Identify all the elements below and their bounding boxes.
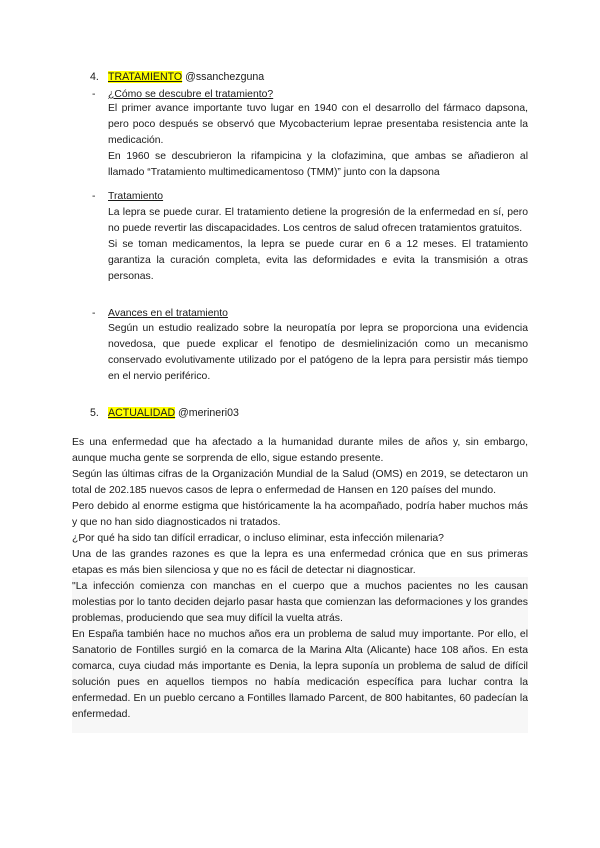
- paragraph: En 1960 se descubrieron la rifampicina y la clofazimina, que ambas se añadieron al llamado “Tratamiento multimedicamentoso (TMM)” junto con la dapsona: [108, 151, 528, 178]
- paragraph: Una de las grandes razones es que la lepra es una enfermedad crónica que en sus primeras etapas es más bien silenciosa y que no es fácil de detectar ni diagnosticar.: [72, 549, 528, 576]
- section-4-title: TRATAMIENTO: [108, 71, 183, 83]
- paragraph: La lepra se puede curar. El tratamiento detiene la progresión de la enfermedad en sí, pero no puede revertir las discapacidades. Los centros de salud ofrecen tratamientos gratuitos.: [108, 207, 528, 234]
- section-5-title: ACTUALIDAD: [108, 407, 176, 419]
- paragraph-block-avances: [108, 321, 528, 385]
- section-4-author: @ssanchezguna: [182, 71, 265, 83]
- section-4-number: 4.: [90, 71, 99, 83]
- paragraph: Pero debido al enorme estigma que históricamente la ha acompañado, podría haber muchos más y que no han sido diagnosticados ni tratados.: [72, 501, 528, 528]
- subheading-descubrimiento: ¿Cómo se descubre el tratamiento?: [108, 89, 274, 100]
- section-5-author: @merineri03: [175, 407, 239, 419]
- paragraph-block-descubrimiento: [108, 101, 528, 181]
- paragraph: En España también hace no muchos años era un problema de salud muy importante. Por ello, el Sanatorio de Fontilles surgió en la comarca de la Marina Alta (Alicante) hace 108 años. En esta comarca, cuya ciudad más importante es Denia, la lepra suponía un problema de salud de difícil solución pues en aquellos tiempos no había medicación específica para luchar contra la enfermedad. En un pueblo cercano a Fontilles llamado Parcent, de 800 habitantes, 60 padecían la enfermedad.: [72, 629, 528, 720]
- section-4-heading: [90, 69, 264, 85]
- paragraph: El primer avance importante tuvo lugar en 1940 con el desarrollo del fármaco dapsona, pero poco después se observó que Mycobacterium leprae presentaba resistencia ante la medicación.: [108, 103, 528, 146]
- section-5-body: [72, 435, 528, 723]
- paragraph: Según las últimas cifras de la Organización Mundial de la Salud (OMS) en 2019, se detectaron un total de 202.185 nuevos casos de lepra o enfermedad de Hansen en 120 países del mundo.: [72, 469, 528, 496]
- bullet-dash: -: [92, 308, 96, 319]
- paragraph: Si se toman medicamentos, la lepra se puede curar en 6 a 12 meses. El tratamiento garantiza la curación completa, evita las deformidades e evita la transmisión a otras personas.: [108, 239, 528, 282]
- bullet-dash: -: [92, 89, 96, 100]
- paragraph-block-tratamiento: [108, 205, 528, 285]
- paragraph: Según un estudio realizado sobre la neuropatía por lepra se proporciona una evidencia novedosa, que puede explicar el fenotipo de desmielinización como un mecanismo conservado evolutivamente utilizado por el patógeno de la lepra para persistir más tiempo en el nervio periférico.: [108, 323, 528, 382]
- bullet-dash: -: [92, 191, 96, 202]
- section-5-heading: [90, 405, 239, 421]
- paragraph: ¿Por qué ha sido tan difícil erradicar, o incluso eliminar, esta infección milenaria?: [72, 533, 444, 544]
- paragraph: "La infección comienza con manchas en el cuerpo que a muchos pacientes no les causan molestias por lo tanto deciden dejarlo pasar hasta que comienzan las deformaciones y los grandes problemas, produciendo que sea muy difícil la vuelta atrás.: [72, 581, 528, 624]
- section-5-number: 5.: [90, 407, 99, 419]
- subheading-avances: Avances en el tratamiento: [108, 308, 228, 319]
- subheading-tratamiento: Tratamiento: [108, 191, 164, 202]
- paragraph: Es una enfermedad que ha afectado a la humanidad durante miles de años y, sin embargo, aunque mucha gente se sorprenda de ello, sigue estando presente.: [72, 437, 528, 464]
